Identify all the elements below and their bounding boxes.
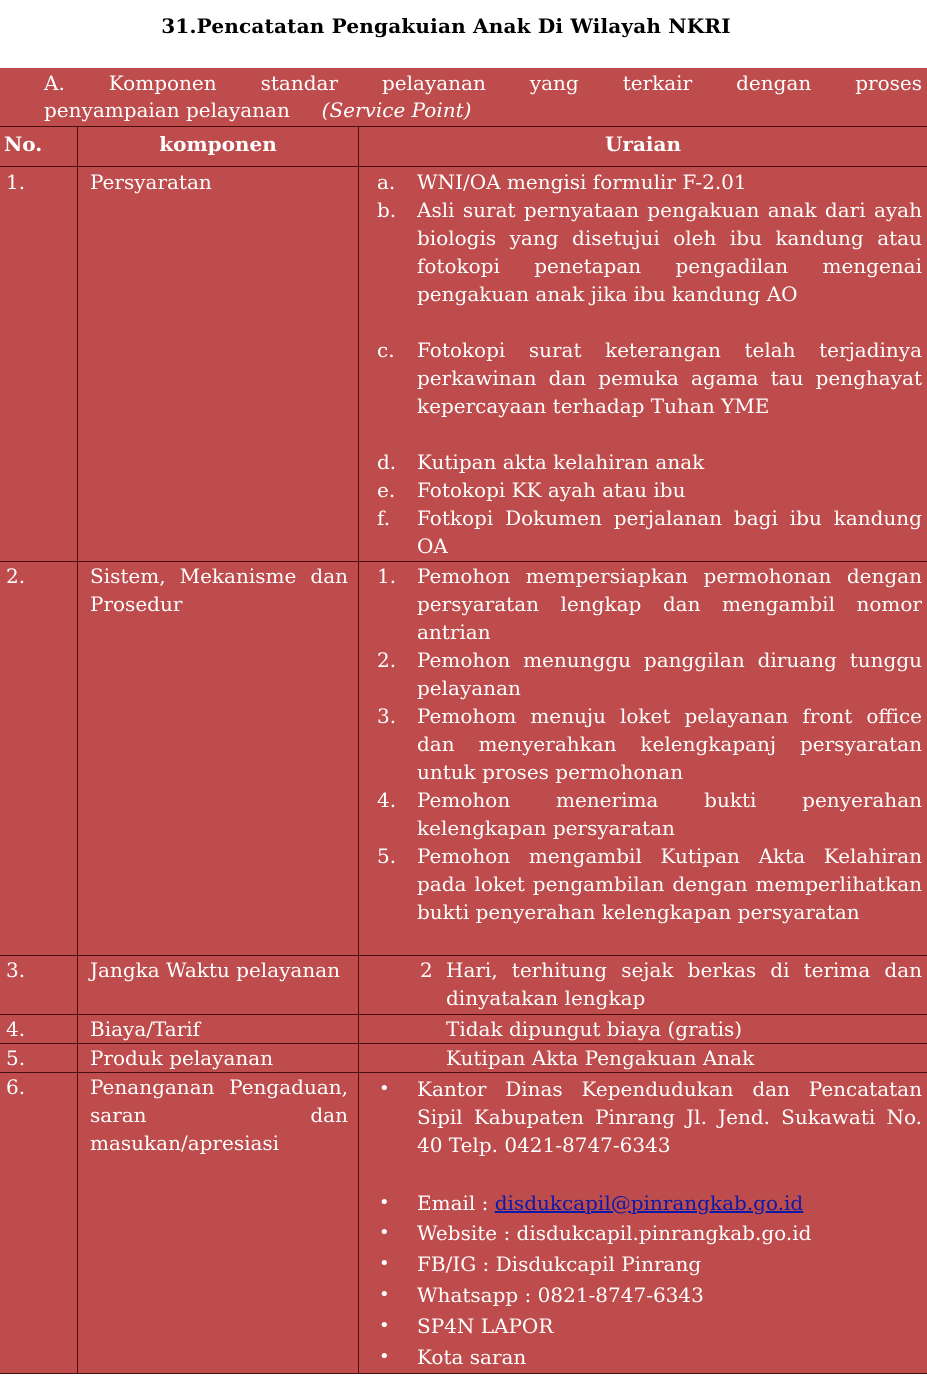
list-item-text: WNI/OA mengisi formulir F-2.01 — [417, 170, 747, 194]
bullet-icon: • — [379, 1315, 390, 1336]
complaint-channel — [417, 1189, 922, 1217]
complaint-channel: SP4N LAPOR — [417, 1314, 554, 1338]
list-marker: 3. — [377, 704, 397, 728]
complaint-channel: Kota saran — [417, 1345, 527, 1369]
row-4-no: 4. — [6, 1017, 26, 1041]
section-heading-line1: A. Komponen standar pelayanan yang terkair dengan proses — [44, 71, 922, 95]
list-marker: e. — [377, 478, 396, 502]
page-title: 31.Pencatatan Pengakuian Anak Di Wilayah NKRI — [161, 14, 731, 38]
complaint-channel: Website : disdukcapil.pinrangkab.go.id — [417, 1221, 812, 1245]
list-marker: 2. — [377, 648, 397, 672]
service-standard-table — [0, 68, 927, 1374]
list-item — [377, 476, 922, 504]
header-no: No. — [4, 132, 43, 156]
bullet-icon: • — [379, 1346, 390, 1367]
list-item-text: Asli surat pernyataan pengakuan anak dari ayah biologis yang disetujui oleh ibu kandung atau fotokopi penetapan pengadilan mengenai pengakuan anak jika ibu kandung AO — [417, 198, 922, 306]
email-label: Email : — [417, 1191, 495, 1215]
bullet-icon: • — [379, 1222, 390, 1243]
list-marker: a. — [377, 170, 396, 194]
list-item — [377, 1281, 922, 1309]
section-heading-plain: penyampaian pelayanan — [44, 98, 322, 122]
list-item — [420, 956, 922, 1012]
list-item-text: Fotokopi KK ayah atau ibu — [417, 478, 686, 502]
grid-line — [0, 1373, 927, 1374]
list-item — [377, 562, 922, 646]
list-item-text: Pemohon mempersiapkan permohonan dengan persyaratan lengkap dan mengambil nomor antrian — [417, 564, 922, 644]
row-4-komponen: Biaya/Tarif — [90, 1017, 201, 1041]
list-item-text: Fotkopi Dokumen perjalanan bagi ibu kandung OA — [417, 506, 922, 558]
row-2-komponen: Sistem, Mekanisme dan Prosedur — [90, 564, 348, 616]
complaint-channel: FB/IG : Disdukcapil Pinrang — [417, 1252, 702, 1276]
row-6-no: 6. — [6, 1075, 26, 1099]
row-6-komponen: Penanganan Pengaduan, saran dan masukan/apresiasi — [90, 1075, 348, 1155]
grid-line — [77, 126, 78, 1373]
list-item-text: Pemohon menerima bukti penyerahan kelengkapan persyaratan — [417, 788, 922, 840]
row-5-no: 5. — [6, 1046, 26, 1070]
row-5-uraian: Kutipan Akta Pengakuan Anak — [446, 1046, 755, 1070]
header-komponen: komponen — [159, 132, 277, 156]
list-item — [377, 448, 922, 476]
list-item — [377, 702, 922, 786]
list-item-text: Fotokopi surat keterangan telah terjadinya perkawinan dan pemuka agama tau penghayat kepercayaan terhadap Tuhan YME — [417, 338, 922, 418]
list-item — [377, 1219, 922, 1247]
list-item — [377, 504, 922, 560]
section-heading-line2 — [44, 97, 471, 124]
grid-line — [0, 126, 927, 127]
list-item-text: Pemohon mengambil Kutipan Akta Kelahiran pada loket pengambilan dengan memperlihatkan bukti penyerahan kelengkapan persyaratan — [417, 844, 922, 924]
row-1-komponen: Persyaratan — [90, 170, 212, 194]
grid-line — [0, 166, 927, 167]
list-item — [377, 842, 922, 954]
list-marker: 5. — [377, 844, 397, 868]
list-marker: 2 — [420, 958, 433, 982]
list-item — [377, 1312, 922, 1340]
service-point-label: (Service Point) — [321, 98, 472, 122]
row-2-no: 2. — [6, 564, 26, 588]
list-item — [377, 646, 922, 702]
row-3-uraian: Hari, terhitung sejak berkas di terima dan dinyatakan lengkap — [446, 958, 922, 1010]
list-marker: 1. — [377, 564, 397, 588]
complaint-channel: Whatsapp : 0821-8747-6343 — [417, 1283, 704, 1307]
list-item — [377, 786, 922, 842]
list-marker: f. — [377, 506, 391, 530]
list-item — [377, 168, 922, 196]
list-marker: b. — [377, 198, 397, 222]
list-item — [377, 336, 922, 448]
list-item — [377, 1343, 922, 1371]
list-item-text: Pemohon menunggu panggilan diruang tunggu pelayanan — [417, 648, 922, 700]
complaint-channel: Kantor Dinas Kependudukan dan Pencatatan Sipil Kabupaten Pinrang Jl. Jend. Sukawati No. 40 Telp. 0421-8747-6343 — [417, 1077, 922, 1157]
section-heading — [0, 68, 927, 126]
email-link[interactable]: disdukcapil@pinrangkab.go.id — [494, 1191, 804, 1215]
list-item — [377, 1250, 922, 1278]
row-3-no: 3. — [6, 958, 26, 982]
list-marker: c. — [377, 338, 395, 362]
row-1-no: 1. — [6, 170, 26, 194]
list-marker: 4. — [377, 788, 397, 812]
list-item-text: Kutipan akta kelahiran anak — [417, 450, 705, 474]
bullet-icon: • — [379, 1192, 390, 1213]
row-4-uraian: Tidak dipungut biaya (gratis) — [446, 1017, 743, 1041]
list-item-text: Pemohom menuju loket pelayanan front office dan menyerahkan kelengkapanj persyaratan untuk proses permohonan — [417, 704, 922, 784]
row-3-komponen: Jangka Waktu pelayanan — [90, 958, 341, 982]
list-item — [377, 1189, 922, 1217]
list-item — [377, 1075, 922, 1187]
bullet-icon: • — [379, 1253, 390, 1274]
bullet-icon: • — [379, 1078, 390, 1099]
list-marker: d. — [377, 450, 397, 474]
list-item — [377, 196, 922, 336]
row-5-komponen: Produk pelayanan — [90, 1046, 274, 1070]
bullet-icon: • — [379, 1284, 390, 1305]
grid-line — [358, 126, 359, 1373]
header-uraian: Uraian — [604, 132, 682, 156]
